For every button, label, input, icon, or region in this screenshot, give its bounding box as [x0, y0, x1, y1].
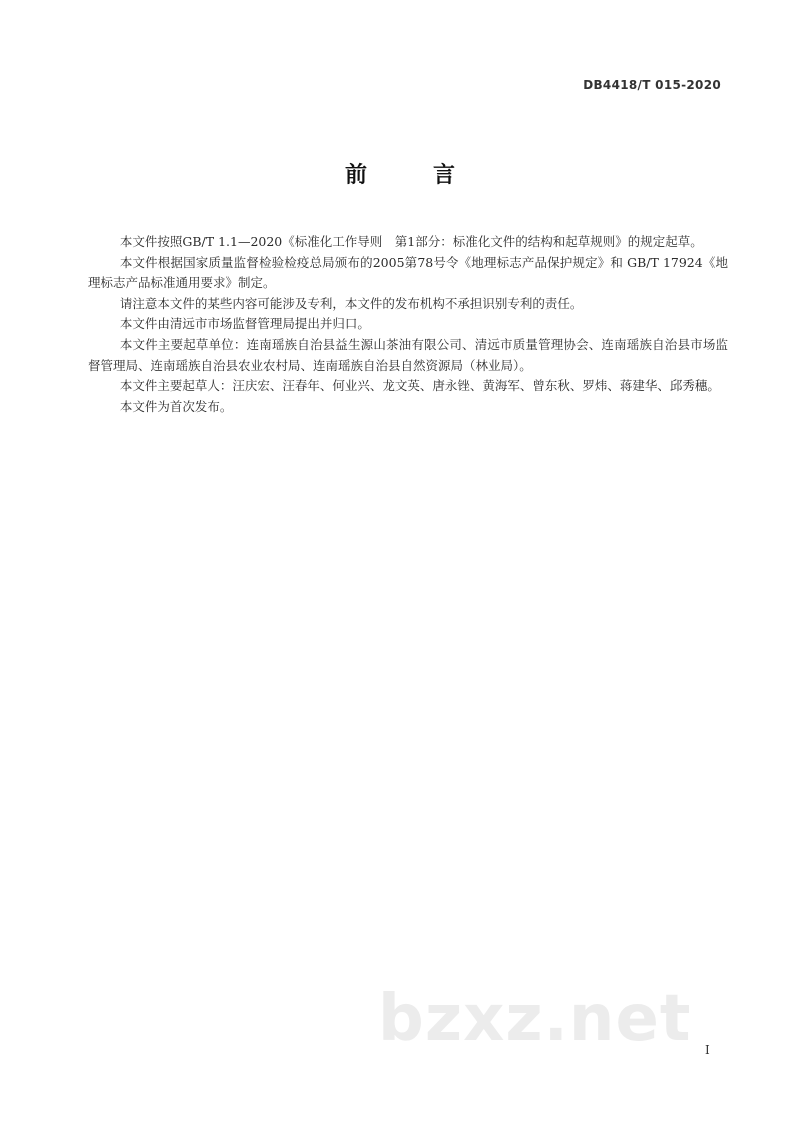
paragraph-first-release: 本文件为首次发布。: [119, 398, 233, 414]
paragraph-proposer: 本文件由清远市市场监督管理局提出并归口。: [119, 316, 370, 332]
watermark: bzxz.net: [378, 982, 692, 1056]
paragraph-drafting-units: 本文件主要起草单位：连南瑶族自治县益生源山茶油有限公司、清远市质量管理协会、连南瑶族自治县市场监督管理局、连南瑶族自治县农业农村局、连南瑶族自治县自然资源局（林业局）。: [88, 336, 728, 373]
foreword-body: [88, 232, 728, 417]
paragraph-drafting-rules: 本文件按照GB/T 1.1—2020《标准化工作导则 第1部分：标准化文件的结构和起草规则》的规定起草。: [119, 234, 703, 249]
page-number: I: [705, 1043, 710, 1057]
paragraph-drafters: 本文件主要起草人：汪庆宏、汪春年、何业兴、龙文英、唐永锉、黄海军、曾东秋、罗炜、蒋建华、邱秀穗。: [119, 378, 720, 394]
document-code: DB4418/T 015-2020: [583, 78, 721, 92]
paragraph-basis: 本文件根据国家质量监督检验检疫总局颁布的2005第78号令《地理标志产品保护规定》和 GB/T 17924《地理标志产品标准通用要求》制定。: [88, 254, 728, 291]
paragraph-patent-notice: 请注意本文件的某些内容可能涉及专利，本文件的发布机构不承担识别专利的责任。: [119, 295, 583, 311]
page-title: 前 言: [344, 163, 477, 188]
